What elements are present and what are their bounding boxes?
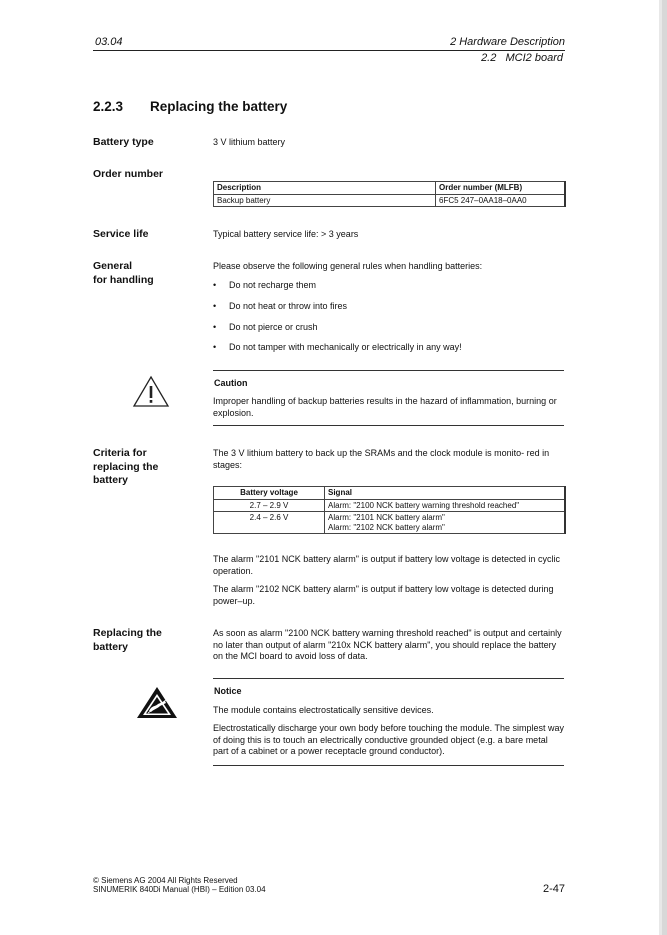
label-line: for handling xyxy=(93,273,154,286)
caution-title: Caution xyxy=(214,378,248,388)
header-chapter: 2 Hardware Description xyxy=(450,36,565,48)
replacing-text: As soon as alarm "2100 NCK battery warning threshold reached" is output and certainly no later than output of alarm "210x NCK battery alarm", you should replace the battery on the MCI board to avoid loss of data. xyxy=(213,628,562,661)
section-title: Replacing the battery xyxy=(150,99,288,114)
section-number: 2.2.3 xyxy=(93,99,124,114)
label-line: Replacing the xyxy=(93,627,162,639)
caution-bottom-rule xyxy=(213,425,564,426)
list-item-text: Do not pierce or crush xyxy=(229,322,318,332)
table-row xyxy=(214,512,566,534)
footer xyxy=(93,877,266,894)
battery-type-label: Battery type xyxy=(93,136,154,148)
notice-title: Notice xyxy=(214,686,242,696)
header-date: 03.04 xyxy=(95,36,123,48)
order-number-label: Order number xyxy=(93,168,164,180)
caution-text: Improper handling of backup batteries results in the hazard of inflammation, burning or explosion. xyxy=(213,396,557,418)
warning-triangle-icon xyxy=(132,375,170,413)
list-item-text: Do not heat or throw into fires xyxy=(229,301,348,311)
handling-bullet-list xyxy=(213,280,565,360)
table-cell: 6FC5 247–0AA18–0AA0 xyxy=(436,194,566,207)
notice-top-rule xyxy=(213,678,564,679)
battery-voltage-table xyxy=(213,486,566,534)
table-header-cell: Battery voltage xyxy=(214,487,325,500)
battery-type-value: 3 V lithium battery xyxy=(213,137,286,147)
general-handling-intro: Please observe the following general rules when handling batteries: xyxy=(213,261,483,271)
table-header-row xyxy=(214,487,566,500)
list-item xyxy=(213,280,316,290)
table-header-cell: Order number (MLFB) xyxy=(436,182,566,195)
table-cell: Backup battery xyxy=(214,194,436,207)
table-cell xyxy=(325,512,566,534)
label-line: General xyxy=(93,260,133,272)
table-header-cell: Signal xyxy=(325,487,566,500)
replacing-label xyxy=(93,627,162,654)
bullet-icon: • xyxy=(213,342,217,352)
label-line: battery xyxy=(93,474,129,486)
table-row xyxy=(214,194,566,207)
table-header-row xyxy=(214,182,566,195)
list-item xyxy=(213,342,462,352)
notice-bottom-rule xyxy=(213,765,564,766)
label-line: Criteria for xyxy=(93,447,147,459)
signal-line: Alarm: "2101 NCK battery alarm" xyxy=(328,513,445,522)
notice-text-1: The module contains electrostatically sensitive devices. xyxy=(213,705,434,715)
page-edge xyxy=(659,0,667,935)
table-cell: Alarm: "2100 NCK battery warning threshold reached" xyxy=(325,499,566,512)
notice-text-2: Electrostatically discharge your own body before touching the module. The simplest way of doing this is to touch an electrically conductive grounded object (e.g. a bare metal part of a cabinet or a power receptacle ground conductor). xyxy=(213,723,565,756)
criteria-intro: The 3 V lithium battery to back up the SRAMs and the clock module is monito- red in stages: xyxy=(213,448,550,470)
label-line: battery xyxy=(93,640,129,653)
signal-line: Alarm: "2102 NCK battery alarm" xyxy=(328,522,445,532)
bullet-icon: • xyxy=(213,322,217,332)
footer-manual: SINUMERIK 840Di Manual (HBI) – Edition 03.04 xyxy=(93,884,266,894)
criteria-label xyxy=(93,447,158,488)
criteria-note-2: The alarm "2102 NCK battery alarm" is output if battery low voltage is detected during power–up. xyxy=(213,584,554,606)
table-cell: 2.7 – 2.9 V xyxy=(214,499,325,512)
bullet-icon: • xyxy=(213,280,217,290)
esd-warning-icon xyxy=(136,686,178,724)
list-item xyxy=(213,301,347,311)
table-cell: 2.4 – 2.6 V xyxy=(214,512,325,534)
bullet-icon: • xyxy=(213,301,217,311)
order-number-table xyxy=(213,181,566,207)
page-number: 2-47 xyxy=(542,883,565,895)
list-item xyxy=(213,322,318,332)
header-section: 2.2 MCI2 board xyxy=(481,52,563,64)
footer-copyright: © Siemens AG 2004 All Rights Reserved xyxy=(93,876,238,885)
table-header-cell: Description xyxy=(214,182,436,195)
caution-top-rule xyxy=(213,370,564,371)
service-life-label: Service life xyxy=(93,228,149,240)
list-item-text: Do not tamper with mechanically or electrically in any way! xyxy=(229,342,462,352)
table-row xyxy=(214,499,566,512)
list-item-text: Do not recharge them xyxy=(229,280,317,290)
header-rule xyxy=(93,50,565,51)
general-handling-label xyxy=(93,260,154,287)
service-life-value: Typical battery service life: > 3 years xyxy=(213,229,359,239)
label-line: replacing the xyxy=(93,460,159,473)
criteria-note-1: The alarm "2101 NCK battery alarm" is output if battery low voltage is detected in cyclic operation. xyxy=(213,554,561,576)
